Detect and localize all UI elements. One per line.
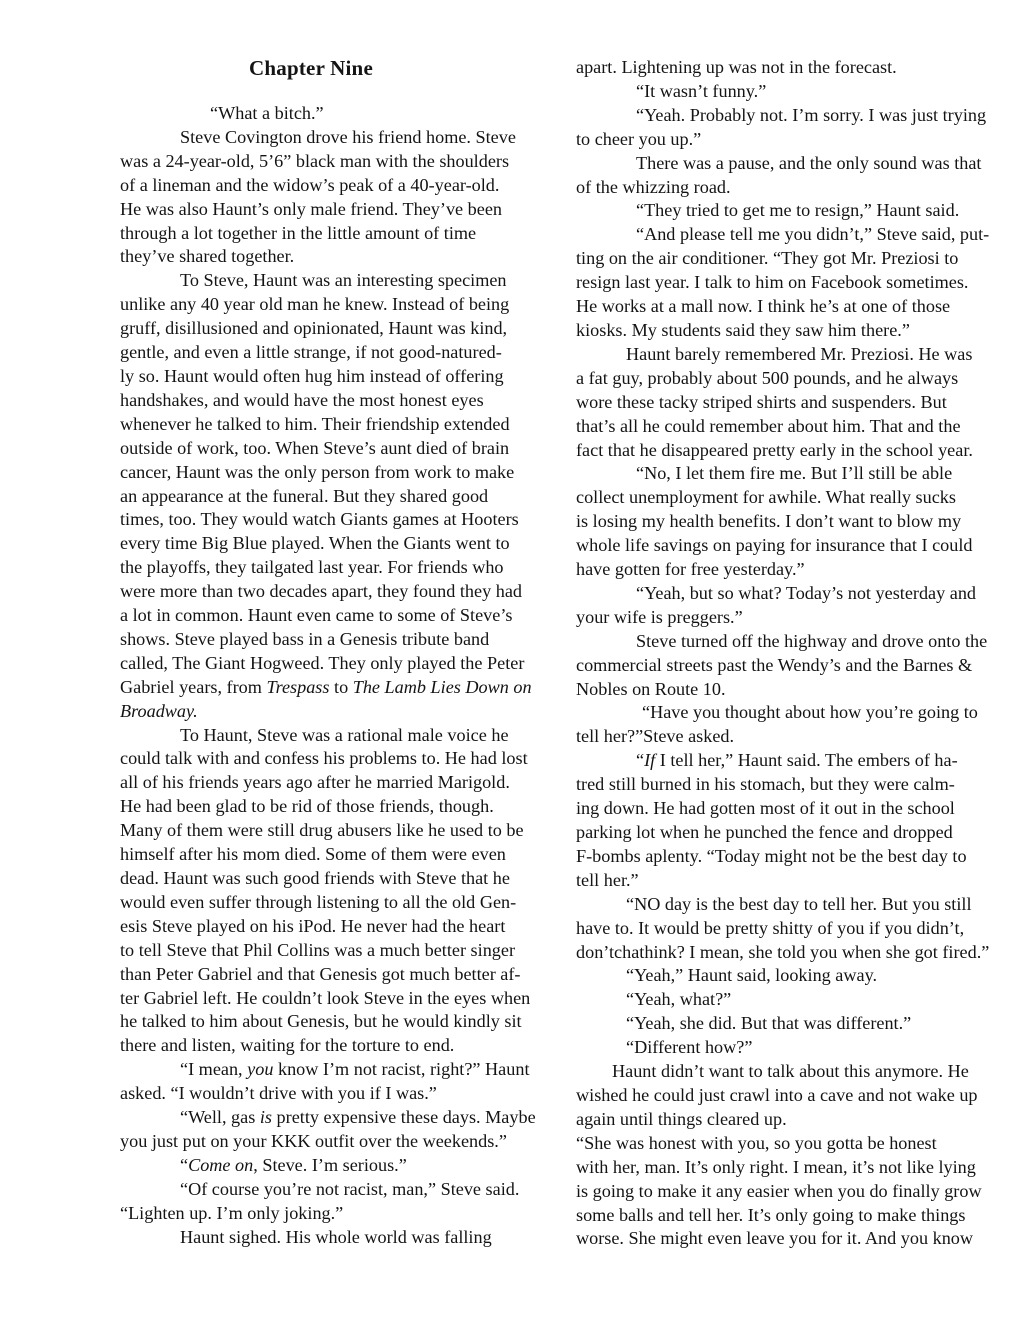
right-paragraph [516, 582, 977, 630]
right-paragraph [516, 749, 967, 892]
right-column-body [516, 56, 990, 1251]
text-line: “It wasn’t funny.” [636, 80, 767, 101]
text-line: commercial streets past the Wendy’s and the Barnes & [576, 654, 973, 675]
text-line: all of his friends years ago after he married Marigold. [120, 772, 510, 793]
text-line: times, too. They would watch Giants games at Hooters [120, 509, 519, 530]
text-line: you just put on your KKK outfit over the weekends.” [120, 1130, 507, 1151]
text-line: himself after his mom died. Some of them were even [120, 844, 506, 865]
text-line: “If I tell her,” Haunt said. The embers of ha- [636, 750, 958, 771]
text-line: “Yeah. Probably not. I’m sorry. I was just trying [636, 104, 987, 125]
text-line: every time Big Blue played. When the Giants went to [120, 533, 510, 554]
right-paragraph [516, 343, 973, 463]
text-line: don’tchathink? I mean, she told you when she got fired.” [576, 941, 990, 962]
right-paragraph [516, 988, 960, 1012]
text-line: whenever he talked to him. Their friendship extended [120, 413, 510, 434]
text-line: whole life savings on paying for insurance that I could [576, 535, 973, 556]
text-line: “Lighten up. I’m only joking.” [120, 1202, 344, 1223]
text-line: resign last year. I talk to him on Facebook sometimes. [576, 272, 969, 293]
text-line: ly so. Haunt would often hug him instead of offering [120, 365, 504, 386]
left-paragraph [60, 1154, 502, 1178]
right-paragraph [516, 1060, 978, 1132]
text-line: to cheer you up.” [576, 128, 702, 149]
right-paragraph [516, 964, 960, 988]
text-line: gruff, disillusioned and opinionated, Haunt was kind, [120, 318, 508, 339]
text-line: To Steve, Haunt was an interesting specimen [180, 270, 507, 291]
text-line: Haunt sighed. His whole world was falling [180, 1226, 492, 1247]
text-line: Gabriel years, from Trespass to The Lamb Lies Down on [120, 676, 532, 697]
right-paragraph [516, 701, 978, 749]
left-paragraph [60, 1226, 502, 1250]
text-line: dead. Haunt was such good friends with Steve that he [120, 868, 510, 888]
text-line: Haunt didn’t want to talk about this anymore. He [612, 1061, 969, 1082]
text-line: “Yeah, what?” [626, 989, 732, 1010]
right-column [516, 56, 990, 1251]
text-line: kiosks. My students said they saw him there.” [576, 319, 910, 340]
text-line: Steve turned off the highway and drove onto the [636, 630, 988, 651]
text-line: “What a bitch.” [210, 103, 324, 123]
text-line: the playoffs, they tailgated last year. For friends who [120, 557, 504, 578]
right-paragraph [516, 1012, 960, 1036]
right-paragraph [516, 104, 987, 152]
text-line: tell her.” [576, 869, 639, 890]
text-line: is going to make it any easier when you do finally grow [576, 1180, 982, 1201]
text-line: he talked to him about Genesis, but he would kindly sit [120, 1011, 522, 1032]
text-line: “She was honest with you, so you gotta be honest [576, 1132, 937, 1153]
text-line: would even suffer through listening to all the old Gen- [120, 891, 517, 912]
text-line: “Come on, Steve. I’m serious.” [180, 1154, 407, 1175]
text-line: called, The Giant Hogweed. They only played the Peter [120, 652, 525, 673]
text-line: apart. Lightening up was not in the forecast. [576, 57, 897, 77]
text-line: “Of course you’re not racist, man,” Steve said. [180, 1178, 520, 1199]
right-paragraph [516, 462, 973, 582]
text-line: He had been glad to be rid of those friends, though. [120, 796, 494, 817]
right-paragraph [516, 80, 960, 104]
text-line: they’ve shared together. [120, 246, 295, 267]
text-line: There was a pause, and the only sound was that [636, 152, 982, 173]
text-line: were more than two decades apart, they found they had [120, 581, 522, 602]
text-line: ter Gabriel left. He couldn’t look Steve in the eyes when [120, 987, 531, 1008]
right-paragraph [516, 152, 982, 200]
text-line: He was also Haunt’s only male friend. They’ve been [120, 198, 502, 219]
text-line: Haunt barely remembered Mr. Preziosi. He was [626, 343, 973, 364]
text-line: than Peter Gabriel and that Genesis got much better af- [120, 963, 521, 984]
text-line: Many of them were still drug abusers like he used to be [120, 820, 524, 841]
right-paragraph [516, 893, 990, 965]
text-line: “No, I let them fire me. But I’ll still be able [636, 463, 953, 484]
text-line: “And please tell me you didn’t,” Steve said, put- [636, 224, 990, 245]
text-line: unlike any 40 year old man he knew. Instead of being [120, 294, 510, 315]
text-line: tred still burned in his stomach, but they were calm- [576, 774, 955, 795]
text-line: “NO day is the best day to tell her. But you still [626, 893, 972, 914]
text-line: a fat guy, probably about 500 pounds, and he always [576, 367, 959, 388]
left-column [60, 56, 536, 1250]
text-line: “Different how?” [626, 1037, 753, 1058]
right-paragraph [516, 630, 988, 702]
text-line: through a lot together in the little amount of time [120, 222, 477, 243]
text-line: Steve Covington drove his friend home. Steve [180, 126, 516, 147]
text-line: parking lot when he punched the fence and dropped [576, 822, 953, 842]
text-line: wished he could just crawl into a cave and not wake up [576, 1084, 978, 1105]
text-line: some balls and tell her. It’s only going to make things [576, 1204, 966, 1225]
text-line: ting on the air conditioner. “They got Mr. Preziosi to [576, 248, 959, 269]
text-line: “Well, gas is pretty expensive these days. Maybe [180, 1107, 536, 1128]
text-line: shows. Steve played bass in a Genesis tribute band [120, 628, 490, 649]
text-line: outside of work, too. When Steve’s aunt died of brain [120, 437, 510, 458]
left-paragraph [60, 724, 531, 1059]
text-line: gentle, and even a little strange, if not good-natured- [120, 342, 502, 363]
text-line: “Yeah,” Haunt said, looking away. [626, 965, 878, 986]
text-line: ing down. He had gotten most of it out in the school [576, 798, 955, 819]
text-line: cancer, Haunt was the only person from work to make [120, 461, 515, 482]
text-line: worse. She might even leave you for it. And you know [576, 1228, 974, 1249]
text-line: collect unemployment for awhile. What really sucks [576, 487, 956, 508]
text-line: tell her?”Steve asked. [576, 726, 735, 747]
text-line: that’s all he could remember about him. That and the [576, 415, 961, 436]
text-line: have gotten for free yesterday.” [576, 559, 805, 580]
text-line: an appearance at the funeral. But they shared good [120, 485, 489, 506]
text-line: Nobles on Route 10. [576, 678, 726, 699]
left-paragraph [60, 102, 502, 126]
text-line: was a 24-year-old, 5’6” black man with the shoulders [120, 150, 510, 171]
text-line: fact that he disappeared pretty early in the school year. [576, 439, 973, 460]
text-line: “I mean, you know I’m not racist, right?” Haunt [180, 1059, 530, 1080]
text-line: F-bombs aplenty. “Today might not be the best day to [576, 845, 967, 866]
text-line: “Have you thought about how you’re going to [642, 702, 978, 723]
right-paragraph [516, 56, 960, 80]
text-line: asked. “I wouldn’t drive with you if I was.” [120, 1083, 437, 1104]
text-line: of the whizzing road. [576, 176, 731, 197]
left-paragraph [60, 269, 532, 723]
text-line: there and listen, waiting for the torture to end. [120, 1035, 455, 1056]
right-paragraph [516, 223, 990, 343]
text-line: with her, man. It’s only right. I mean, it’s not like lying [576, 1156, 976, 1177]
text-line: to tell Steve that Phil Collins was a much better singer [120, 939, 516, 960]
right-paragraph [516, 1132, 982, 1252]
text-line: have to. It would be pretty shitty of you if you didn’t, [576, 917, 965, 938]
text-line: esis Steve played on his iPod. He never had the heart [120, 915, 506, 936]
text-line: is losing my health benefits. I don’t want to blow my [576, 511, 962, 532]
text-line: your wife is preggers.” [576, 606, 743, 627]
left-column-body [60, 102, 536, 1250]
right-paragraph [516, 199, 960, 223]
left-paragraph [60, 1178, 520, 1226]
left-paragraph [60, 126, 516, 269]
text-line: Broadway. [120, 700, 198, 721]
text-line: could talk with and confess his problems to. He had lost [120, 748, 528, 769]
text-line: “Yeah, she did. But that was different.” [626, 1013, 912, 1034]
text-line: He works at a mall now. I think he’s at one of those [576, 296, 951, 317]
text-line: “Yeah, but so what? Today’s not yesterday and [636, 582, 977, 603]
left-paragraph [60, 1058, 530, 1106]
text-line: again until things cleared up. [576, 1108, 787, 1129]
right-paragraph [516, 1036, 960, 1060]
text-line: wore these tacky striped shirts and suspenders. But [576, 391, 947, 412]
chapter-title: Chapter Nine [249, 56, 373, 80]
text-line: of a lineman and the widow’s peak of a 40-year-old. [120, 174, 500, 195]
text-line: a lot in common. Haunt even came to some of Steve’s [120, 605, 513, 626]
text-line: handshakes, and would have the most honest eyes [120, 389, 484, 410]
text-line: To Haunt, Steve was a rational male voice he [180, 724, 509, 745]
text-line: “They tried to get me to resign,” Haunt said. [636, 200, 960, 221]
left-paragraph [60, 1106, 536, 1154]
